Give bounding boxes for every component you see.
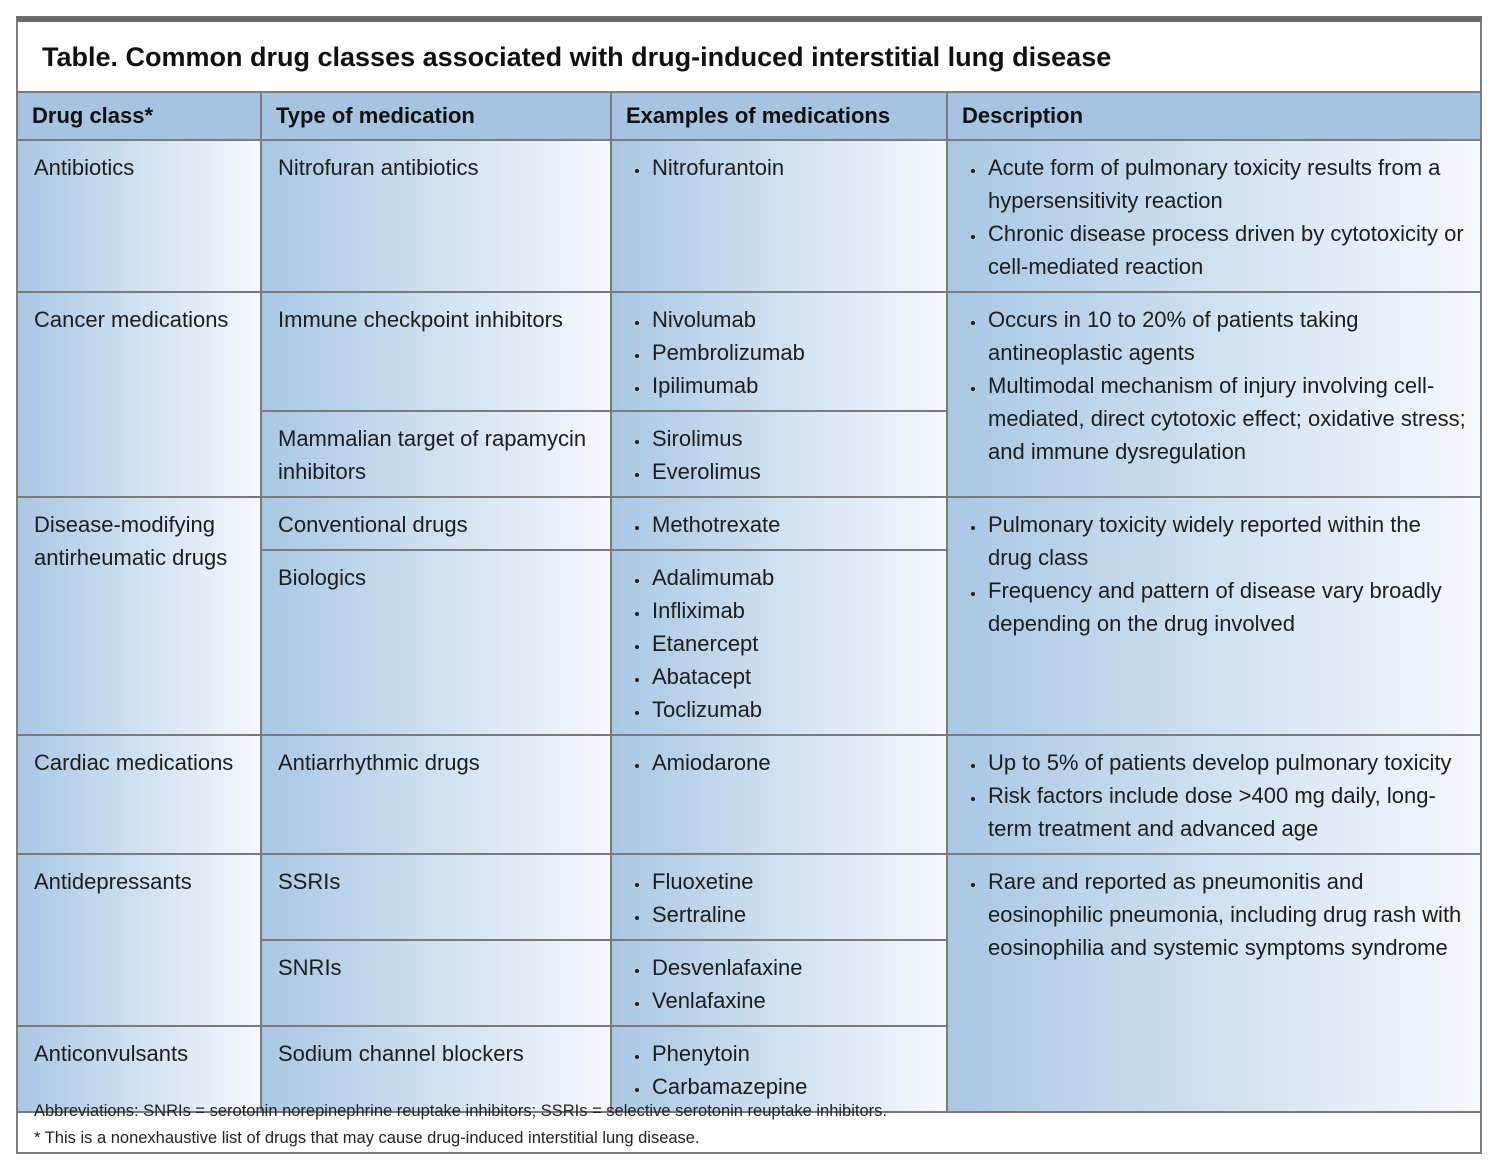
type-cell: SSRIs bbox=[261, 854, 611, 940]
table-row bbox=[18, 140, 1480, 292]
type-cell: Nitrofuran antibiotics bbox=[261, 140, 611, 292]
list-item: • Up to 5% of patients develop pulmonary toxicity bbox=[986, 746, 1466, 779]
list-item: • Fluoxetine bbox=[650, 865, 932, 898]
drug-class-cell: Cardiac medications bbox=[18, 735, 261, 854]
list-item: • Occurs in 10 to 20% of patients taking antineoplastic agents bbox=[986, 303, 1466, 369]
table-title: Table. Common drug classes associated with drug-induced interstitial lung disease bbox=[42, 42, 1112, 72]
type-cell: Antiarrhythmic drugs bbox=[261, 735, 611, 854]
footnote: * This is a nonexhaustive list of drugs that may cause drug-induced interstitial lung disease. bbox=[34, 1129, 700, 1147]
description-cell bbox=[947, 497, 1480, 735]
list-item: • Toclizumab bbox=[650, 693, 932, 726]
drug-class-cell: Antidepressants bbox=[18, 854, 261, 1026]
list-item: • Rare and reported as pneumonitis and eosinophilic pneumonia, including drug rash with eosinophilia and systemic symptoms syndrome bbox=[986, 865, 1466, 964]
header-row bbox=[18, 92, 1480, 140]
drug-class-cell: Disease-modifying antirheumatic drugs bbox=[18, 497, 261, 735]
list-item: • Abatacept bbox=[650, 660, 932, 693]
type-cell: Biologics bbox=[261, 550, 611, 735]
description-cell bbox=[947, 735, 1480, 854]
description-cell bbox=[947, 140, 1480, 292]
list-item: • Multimodal mechanism of injury involving cell-mediated, direct cytotoxic effect; oxidative stress; and immune dysregulation bbox=[986, 369, 1466, 468]
list-item: • Sirolimus bbox=[650, 422, 932, 455]
table-notes bbox=[34, 1098, 887, 1152]
table-row bbox=[18, 292, 1480, 411]
header-description: Description bbox=[947, 92, 1480, 140]
list-item: • Ipilimumab bbox=[650, 369, 932, 402]
examples-cell bbox=[611, 940, 947, 1026]
list-item: • Methotrexate bbox=[650, 508, 932, 541]
type-cell: Mammalian target of rapamycin inhibitors bbox=[261, 411, 611, 497]
examples-cell bbox=[611, 550, 947, 735]
table-row bbox=[18, 735, 1480, 854]
type-cell: Sodium channel blockers bbox=[261, 1026, 611, 1112]
table-row bbox=[18, 497, 1480, 550]
header-type: Type of medication bbox=[261, 92, 611, 140]
abbreviations-note: Abbreviations: SNRIs = serotonin norepinephrine reuptake inhibitors; SSRIs = selective serotonin reuptake inhibitors. bbox=[34, 1102, 887, 1120]
list-item: • Pembrolizumab bbox=[650, 336, 932, 369]
examples-cell bbox=[611, 411, 947, 497]
list-item: • Nivolumab bbox=[650, 303, 932, 336]
drug-class-cell: Cancer medications bbox=[18, 292, 261, 497]
type-cell: Immune checkpoint inhibitors bbox=[261, 292, 611, 411]
list-item: • Sertraline bbox=[650, 898, 932, 931]
type-cell: Conventional drugs bbox=[261, 497, 611, 550]
table-figure bbox=[16, 16, 1482, 1154]
list-item: • Frequency and pattern of disease vary broadly depending on the drug involved bbox=[986, 574, 1466, 640]
examples-cell bbox=[611, 140, 947, 292]
description-cell bbox=[947, 854, 1480, 1112]
drug-class-cell: Antibiotics bbox=[18, 140, 261, 292]
list-item: • Chronic disease process driven by cytotoxicity or cell-mediated reaction bbox=[986, 217, 1466, 283]
header-drug-class: Drug class* bbox=[18, 92, 261, 140]
table-row bbox=[18, 854, 1480, 940]
list-item: • Nitrofurantoin bbox=[650, 151, 932, 184]
examples-cell bbox=[611, 497, 947, 550]
examples-cell bbox=[611, 854, 947, 940]
list-item: • Venlafaxine bbox=[650, 984, 932, 1017]
list-item: • Adalimumab bbox=[650, 561, 932, 594]
list-item: • Acute form of pulmonary toxicity results from a hypersensitivity reaction bbox=[986, 151, 1466, 217]
description-cell bbox=[947, 292, 1480, 497]
list-item: • Etanercept bbox=[650, 627, 932, 660]
drug-class-cell: Anticonvulsants bbox=[18, 1026, 261, 1112]
header-examples: Examples of medications bbox=[611, 92, 947, 140]
list-item: • Amiodarone bbox=[650, 746, 932, 779]
drug-table bbox=[18, 91, 1480, 1113]
list-item: • Everolimus bbox=[650, 455, 932, 488]
list-item: • Infliximab bbox=[650, 594, 932, 627]
list-item: • Pulmonary toxicity widely reported within the drug class bbox=[986, 508, 1466, 574]
list-item: • Desvenlafaxine bbox=[650, 951, 932, 984]
examples-cell bbox=[611, 292, 947, 411]
examples-cell bbox=[611, 735, 947, 854]
type-cell: SNRIs bbox=[261, 940, 611, 1026]
list-item: • Phenytoin bbox=[650, 1037, 932, 1070]
list-item: • Risk factors include dose >400 mg daily, long-term treatment and advanced age bbox=[986, 779, 1466, 845]
list-item: • Carbamazepine bbox=[650, 1070, 932, 1103]
